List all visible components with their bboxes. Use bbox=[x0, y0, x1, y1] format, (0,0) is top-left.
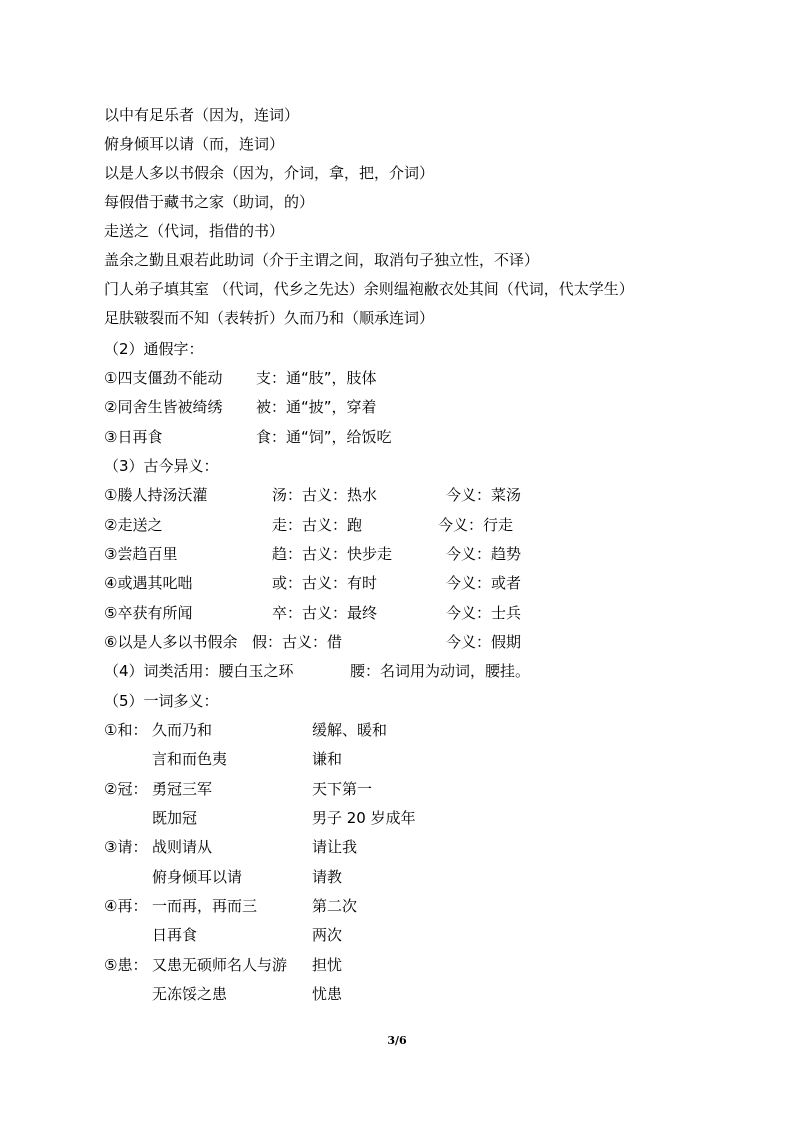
new-meaning: 今义：趋势 bbox=[446, 545, 522, 563]
word-label: ④再： bbox=[104, 897, 148, 915]
example-text: 俯身倾耳以请 bbox=[152, 868, 243, 886]
example-text: 一而再，再而三 bbox=[152, 897, 258, 915]
text-line: 走送之（代词，指借的书） bbox=[104, 222, 285, 240]
new-meaning: 今义：士兵 bbox=[446, 604, 522, 622]
meaning: 谦和 bbox=[312, 750, 343, 768]
example-text: ①媵人持汤沃灌 bbox=[104, 486, 208, 504]
explanation: 被：通“披”，穿着 bbox=[256, 398, 377, 416]
example-text: 又患无硕师名人与游 bbox=[152, 956, 288, 974]
example-text: ⑥以是人多以书假余 bbox=[104, 633, 238, 651]
example-text: ⑤卒获有所闻 bbox=[104, 604, 193, 622]
text-line: 每假借于藏书之家（助词，的） bbox=[104, 193, 315, 211]
old-meaning: 汤：古义：热水 bbox=[272, 486, 378, 504]
page-number: 3/6 bbox=[387, 1034, 407, 1047]
meaning: 请教 bbox=[312, 868, 343, 886]
text-line: 门人弟子填其室 （代词，代乡之先达）余则缊袍敝衣处其间（代词，代太学生） bbox=[104, 280, 634, 298]
text-line: 盖余之勤且艰若此助词（介于主谓之间，取消句子独立性，不译） bbox=[104, 251, 540, 269]
meaning: 男子 20 岁成年 bbox=[312, 809, 416, 827]
word-label: ①和： bbox=[104, 721, 148, 739]
meaning: 担忧 bbox=[312, 956, 343, 974]
explanation: 食：通“饲”，给饭吃 bbox=[256, 428, 392, 446]
old-meaning: 假：古义：借 bbox=[252, 633, 343, 651]
example-text: ③尝趋百里 bbox=[104, 545, 178, 563]
word-label: ②冠： bbox=[104, 780, 148, 798]
text-line: 俯身倾耳以请（而，连词） bbox=[104, 135, 285, 153]
example-text: 言和而色夷 bbox=[152, 750, 228, 768]
example-text: 无冻馁之患 bbox=[152, 985, 228, 1003]
word-label: ⑤患： bbox=[104, 956, 148, 974]
old-meaning: 卒：古义：最终 bbox=[272, 604, 378, 622]
example-text: ④或遇其叱咄 bbox=[104, 574, 193, 592]
example-text: ②走送之 bbox=[104, 516, 163, 534]
example-text: 勇冠三军 bbox=[152, 780, 213, 798]
example-text: 久而乃和 bbox=[152, 721, 213, 739]
old-meaning: 趋：古义：快步走 bbox=[272, 545, 393, 563]
explanation: 支：通“肢”，肢体 bbox=[256, 369, 377, 387]
example-text: ②同舍生皆被绮绣 bbox=[104, 398, 223, 416]
meaning: 忧患 bbox=[312, 985, 343, 1003]
section-heading: （4）词类活用：腰白玉之环 bbox=[104, 662, 294, 680]
meaning: 请让我 bbox=[312, 838, 358, 856]
example-text: 既加冠 bbox=[152, 809, 198, 827]
text-line: 足肤皲裂而不知（表转折）久而乃和（顺承连词） bbox=[104, 309, 435, 327]
meaning: 第二次 bbox=[312, 897, 358, 915]
meaning: 两次 bbox=[312, 926, 343, 944]
section-heading: （5）一词多义： bbox=[104, 692, 219, 710]
new-meaning: 今义：菜汤 bbox=[446, 486, 522, 504]
example-text: ①四支僵劲不能动 bbox=[104, 369, 223, 387]
text-line: 以中有足乐者（因为，连词） bbox=[104, 106, 300, 124]
text-line: 以是人多以书假余（因为，介词，拿，把，介词） bbox=[104, 164, 435, 182]
new-meaning: 今义：或者 bbox=[446, 574, 522, 592]
word-label: ③请： bbox=[104, 838, 148, 856]
explanation: 腰：名词用为动词，腰挂。 bbox=[350, 662, 531, 680]
old-meaning: 或：古义：有时 bbox=[272, 574, 378, 592]
example-text: 战则请从 bbox=[152, 838, 213, 856]
meaning: 天下第一 bbox=[312, 780, 373, 798]
section-heading: （3）古今异义： bbox=[104, 457, 219, 475]
example-text: 日再食 bbox=[152, 926, 198, 944]
section-heading: （2）通假字： bbox=[104, 340, 204, 358]
example-text: ③日再食 bbox=[104, 428, 163, 446]
new-meaning: 今义：假期 bbox=[446, 633, 522, 651]
old-meaning: 走：古义：跑 bbox=[272, 516, 363, 534]
new-meaning: 今义：行走 bbox=[438, 516, 514, 534]
meaning: 缓解、暖和 bbox=[312, 721, 388, 739]
